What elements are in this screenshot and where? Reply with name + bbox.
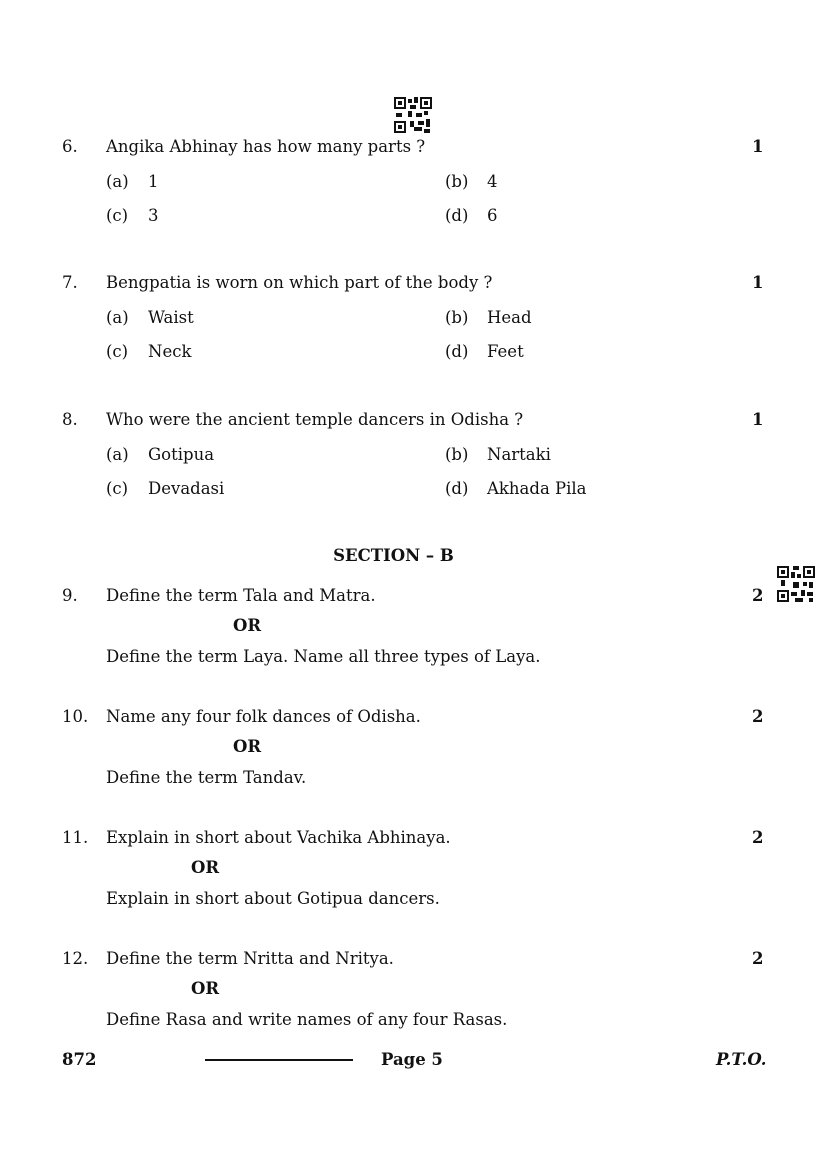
option-text: Neck	[148, 342, 192, 361]
question-marks: 1	[752, 410, 764, 429]
option-text: 3	[148, 206, 159, 225]
question-number: 11.	[62, 828, 89, 847]
question-number: 10.	[62, 707, 89, 726]
option-text: Feet	[487, 342, 524, 361]
section-heading: SECTION – B	[333, 546, 454, 565]
option-label: (c)	[106, 206, 129, 225]
option-label: (a)	[106, 308, 129, 327]
question-number: 6.	[62, 137, 78, 156]
option-label: (a)	[106, 172, 129, 191]
question-text: Name any four folk dances of Odisha.	[106, 707, 421, 726]
paper-code: 872	[62, 1050, 97, 1069]
alternative-question-text: Explain in short about Gotipua dancers.	[106, 889, 440, 908]
or-divider: OR	[191, 858, 220, 877]
option-text: 4	[487, 172, 498, 191]
option-text: 1	[148, 172, 159, 191]
alternative-question-text: Define the term Laya. Name all three types of Laya.	[106, 647, 541, 666]
option-text: 6	[487, 206, 498, 225]
or-divider: OR	[233, 616, 262, 635]
option-text: Head	[487, 308, 532, 327]
option-label: (b)	[445, 445, 469, 464]
question-marks: 2	[752, 949, 764, 968]
qr-code-side	[777, 566, 815, 602]
question-number: 12.	[62, 949, 89, 968]
question-marks: 1	[752, 273, 764, 292]
question-text: Who were the ancient temple dancers in Odisha ?	[106, 410, 524, 429]
option-label: (b)	[445, 308, 469, 327]
option-label: (c)	[106, 342, 129, 361]
option-text: Nartaki	[487, 445, 551, 464]
option-text: Gotipua	[148, 445, 215, 464]
option-label: (d)	[445, 342, 469, 361]
option-text: Waist	[148, 308, 194, 327]
option-label: (d)	[445, 206, 469, 225]
alternative-question-text: Define Rasa and write names of any four Rasas.	[106, 1010, 508, 1029]
alternative-question-text: Define the term Tandav.	[106, 768, 307, 787]
option-label: (d)	[445, 479, 469, 498]
option-label: (a)	[106, 445, 129, 464]
page-number: Page 5	[381, 1050, 443, 1069]
question-text: Define the term Nritta and Nritya.	[106, 949, 394, 968]
question-text: Define the term Tala and Matra.	[106, 586, 376, 605]
question-number: 9.	[62, 586, 78, 605]
question-number: 8.	[62, 410, 78, 429]
qr-code-top	[394, 97, 432, 133]
footer-rule	[205, 1059, 353, 1061]
pto-label: P.T.O.	[716, 1050, 767, 1069]
question-text: Bengpatia is worn on which part of the body ?	[106, 273, 493, 292]
question-marks: 1	[752, 137, 764, 156]
option-text: Devadasi	[148, 479, 225, 498]
question-text: Explain in short about Vachika Abhinaya.	[106, 828, 451, 847]
question-marks: 2	[752, 707, 764, 726]
question-text: Angika Abhinay has how many parts ?	[106, 137, 426, 156]
option-label: (b)	[445, 172, 469, 191]
question-marks: 2	[752, 828, 764, 847]
question-marks: 2	[752, 586, 764, 605]
question-number: 7.	[62, 273, 78, 292]
option-label: (c)	[106, 479, 129, 498]
or-divider: OR	[191, 979, 220, 998]
option-text: Akhada Pila	[487, 479, 587, 498]
or-divider: OR	[233, 737, 262, 756]
